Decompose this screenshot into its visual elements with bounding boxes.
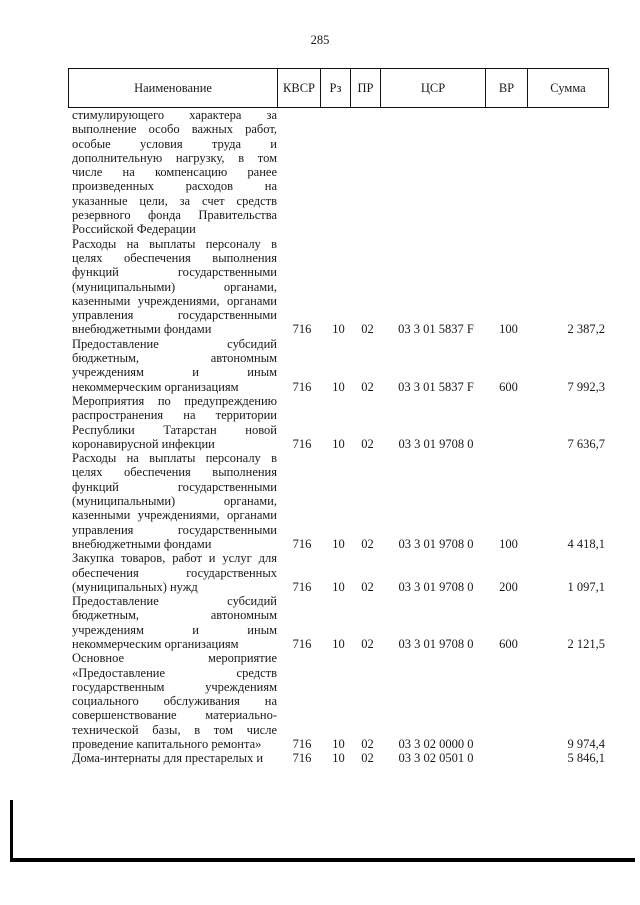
row-sum: 7 992,3 [567, 379, 605, 394]
row-pr: 02 [361, 636, 374, 651]
row-name: Основное мероприятие «Предоставление средств государственным учреждениям социального обслуживания на совершенствование материально-технической базы, в том числе проведение капитального ремонта» [72, 651, 277, 752]
table-row [68, 451, 609, 551]
row-vr: 600 [499, 379, 518, 394]
row-pr: 02 [361, 322, 374, 337]
header-csr: ЦСР [381, 69, 486, 108]
row-rz: 10 [332, 636, 345, 651]
row-csr: 03 3 01 9708 0 [398, 436, 474, 451]
table-row [68, 651, 609, 751]
table-row [68, 237, 609, 337]
row-csr: 03 3 01 5837 F [398, 379, 474, 394]
row-name: стимулирующего характера за выполнение особо важных работ, особые условия труда и дополнительную нагрузку, в том числе на компенсацию ранее произведенных расходов на указанные цели, за счет средств резервного фонда Правительства Российской Федерации [72, 108, 277, 237]
header-sum: Сумма [528, 69, 609, 108]
row-sum: 2 387,2 [567, 322, 605, 337]
scan-border-left [10, 800, 13, 862]
row-csr: 03 3 01 9708 0 [398, 636, 474, 651]
row-sum: 4 418,1 [567, 536, 605, 551]
row-kvsr: 716 [292, 636, 312, 651]
row-name: Предоставление субсидий бюджетным, автономным учреждениям и иным некоммерческим организациям [72, 594, 277, 651]
row-csr: 03 3 01 9708 0 [398, 579, 474, 594]
row-rz: 10 [332, 322, 345, 337]
scan-border-bottom [10, 858, 635, 862]
row-name: Мероприятия по предупреждению распространения на территории Республики Татарстан новой коронавирусной инфекции [72, 393, 277, 451]
table-row [68, 594, 609, 651]
row-sum: 7 636,7 [567, 436, 605, 451]
row-pr: 02 [361, 579, 374, 594]
row-sum: 2 121,5 [567, 636, 605, 651]
table-row [68, 337, 609, 394]
row-name: Предоставление субсидий бюджетным, автономным учреждениям и иным некоммерческим организациям [72, 336, 277, 394]
table-row [68, 394, 609, 451]
row-name: Расходы на выплаты персоналу в целях обеспечения выполнения функций государственными (муниципальными) органами, казенными учреждениями, органами управления государственными внебюджетными фондами [72, 451, 277, 551]
row-kvsr: 716 [292, 751, 312, 766]
row-rz: 10 [332, 751, 345, 766]
row-kvsr: 716 [292, 379, 312, 394]
table-body [68, 108, 609, 766]
header-rz: Рз [321, 69, 351, 108]
row-csr: 03 3 02 0501 0 [398, 751, 474, 766]
row-kvsr: 716 [292, 322, 312, 337]
page-number: 285 [310, 33, 330, 47]
row-name: Дома-интернаты для престарелых и [72, 751, 264, 766]
row-rz: 10 [332, 436, 345, 451]
table-row [68, 751, 609, 765]
row-sum: 1 097,1 [567, 579, 605, 594]
row-pr: 02 [361, 737, 374, 752]
row-vr: 600 [499, 636, 518, 651]
row-pr: 02 [361, 536, 374, 551]
row-rz: 10 [332, 536, 345, 551]
row-sum: 5 846,1 [567, 751, 605, 766]
header-kvsr: КВСР [278, 69, 321, 108]
row-vr: 100 [499, 536, 518, 551]
row-csr: 03 3 01 5837 F [398, 322, 474, 337]
row-kvsr: 716 [292, 536, 312, 551]
header-pr: ПР [351, 69, 381, 108]
row-kvsr: 716 [292, 579, 312, 594]
row-csr: 03 3 01 9708 0 [398, 536, 474, 551]
row-rz: 10 [332, 579, 345, 594]
row-csr: 03 3 02 0000 0 [398, 737, 474, 752]
row-vr: 200 [499, 579, 518, 594]
table-row [68, 108, 609, 237]
row-kvsr: 716 [292, 436, 312, 451]
row-rz: 10 [332, 737, 345, 752]
row-sum: 9 974,4 [567, 737, 605, 752]
row-pr: 02 [361, 436, 374, 451]
row-kvsr: 716 [292, 737, 312, 752]
table-header [68, 68, 609, 108]
header-vr: ВР [486, 69, 528, 108]
header-name: Наименование [69, 69, 278, 108]
row-name: Закупка товаров, работ и услуг для обеспечения государственных (муниципальных) нужд [72, 551, 277, 594]
table-row [68, 551, 609, 594]
row-name: Расходы на выплаты персоналу в целях обеспечения выполнения функций государственными (муниципальными) органами, казенными учреждениями, органами управления государственными внебюджетными фондами [72, 236, 277, 337]
row-pr: 02 [361, 751, 374, 766]
row-rz: 10 [332, 379, 345, 394]
row-vr: 100 [499, 322, 518, 337]
row-pr: 02 [361, 379, 374, 394]
